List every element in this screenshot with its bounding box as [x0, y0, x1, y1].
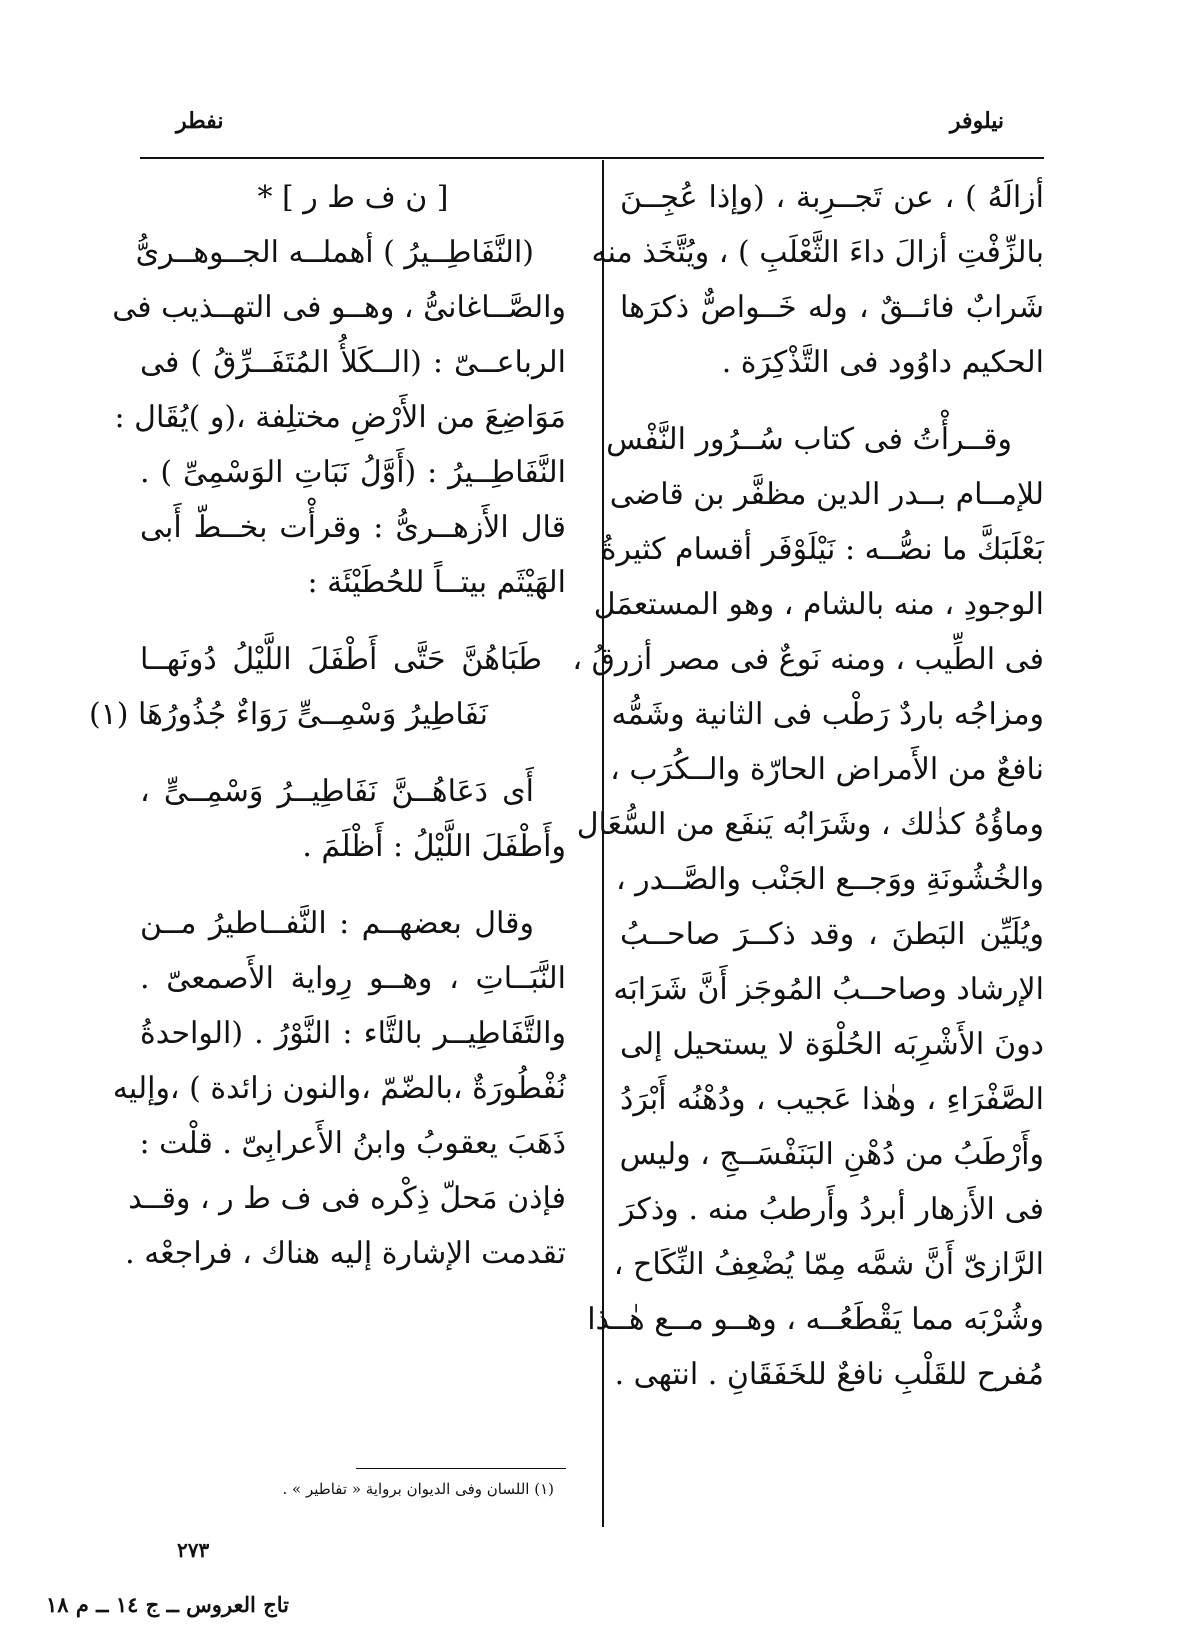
text-line: أَى دَعَاهُــنَّ نَفَاطِيــرُ وَسْمِــىٍّ ، [140, 774, 534, 809]
text-line: فإذن مَحلّ ذِكْره فى ف ط ر ، وقــد [128, 1181, 566, 1216]
text-line: وقــرأْتُ فى كتاب سُــرُور النَّفْس [606, 422, 1012, 457]
text-line: الصَّفْرَاءِ ، وهٰذا عَجيب ، ودُهْنُه أَبْرَدُ [620, 1082, 1044, 1117]
text-line: والخُشُونَةِ ووَجــع الجَنْب والصَّــدر ، [615, 862, 1044, 897]
text-line: الإرشاد وصاحــبُ المُوجَز أَنَّ شَرَابَه [613, 972, 1044, 1007]
text-line: دونَ الأَشْرِبَه الحُلْوَة لا يستحيل إلى [620, 1027, 1044, 1062]
text-line: شَرابٌ فائــقٌ ، وله خَــواصٌّ ذكرَها [620, 290, 1044, 325]
text-line: (النَّفَاطِــيرُ ) أهملــه الجــوهــرىُّ [135, 235, 534, 270]
colophon: تاج العروس ــ ج ١٤ ــ م ١٨ [46, 1592, 290, 1617]
text-line: الهَيْثَم بيتــاً للحُطَيْئَة : [307, 565, 566, 600]
verse-line: طَبَاهُنَّ حَتَّى أَطْفَلَ اللَّيْلُ دُونَهــا [140, 642, 542, 677]
footnote: (١) اللسان وفى الديوان برواية « تفاطير » . [282, 1480, 554, 1498]
text-line: وماؤُهُ كذٰلك ، وشَرَابُه يَنفَع من السُّعَال [576, 807, 1044, 842]
text-line: نُفْطُورَةٌ ،بالضّمّ ،والنون زائدة ) ،وإليه [112, 1071, 566, 1106]
text-line: ومزاجُه باردٌ رَطْب فى الثانية وشَمُّه [611, 697, 1044, 732]
header-rule [140, 157, 1044, 159]
text-line: وأَطْفَلَ اللَّيْلُ : أَظْلَمَ . [302, 829, 566, 864]
running-header-left: نفطر [176, 108, 224, 134]
text-line: مَوَاضِعَ من الأَرْضِ مختلِفة ،(و )يُقَال : [114, 400, 566, 435]
text-line: تقدمت الإشارة إليه هناك ، فراجعْه . [125, 1236, 566, 1271]
text-line: وقال بعضهــم : النَّفــاطيرُ مــن [140, 906, 534, 941]
text-line: نافعٌ من الأَمراض الحارّة والــكُرَب ، [610, 752, 1044, 787]
text-line: للإمــام بــدر الدين مظفَّر بن قاضى [609, 477, 1044, 512]
text-line: بالزِّفْتِ أزالَ داءَ الثَّعْلَبِ ) ، ويُتَّخَذ منه [591, 235, 1044, 270]
running-header-right: نيلوفر [949, 108, 1004, 134]
text-line: ويُلَيِّن البَطنَ ، وقد ذكــرَ صاحــبُ [620, 917, 1044, 952]
entry-heading: [ ن ف ط ر ] * [257, 180, 449, 215]
text-line: الرَّازىّ أَنَّ شمَّه مِمّا يُضْعِفُ النِّكَاح ، [613, 1247, 1044, 1282]
text-line: الحكيم داوُود فى التَّذْكِرَة . [721, 345, 1044, 380]
text-line: الوجودِ ، منه بالشام ، وهو المستعمَل [593, 587, 1044, 622]
text-line: فى الطِّيب ، ومنه نَوعٌ فى مصر أزرقُ ، [572, 642, 1044, 677]
text-line: قال الأَزهــرىُّ : وقرأْت بخــطّ أَبى [140, 510, 566, 545]
text-line: أزالَهُ ) ، عن تَجــرِبة ، (وإذا عُجِــنَ [620, 180, 1044, 215]
text-line: الرباعــىّ : (الــكَلأُ المُتَفَــرِّقُ ) فى [140, 345, 566, 380]
text-line: النَّبَــاتِ ، وهــو رِواية الأَصمعىّ . [140, 961, 566, 996]
right-column [572, 170, 1044, 1402]
text-line: النَّفَاطِــيرُ : (أَوَّلُ نَبَاتِ الوَسْمِىِّ ) . [140, 455, 566, 490]
text-line: والصَّــاغانىُّ ، وهــو فى التهــذيب فى [112, 290, 566, 325]
text-line: مُفرح للقَلْبِ نافعٌ للخَفَقَانِ . انتهى . [614, 1357, 1044, 1392]
left-column [88, 170, 566, 1281]
footnote-rule [356, 1468, 566, 1469]
text-line: وشُرْبَه مما يَقْطَعُــه ، وهــو مــع هٰــذا [587, 1302, 1044, 1337]
page-number: ٢٧٣ [177, 1538, 210, 1562]
verse-line: نَفَاطِيرُ وَسْمِــىٍّ رَوَاءٌ جُذُورُهَا (١) [88, 697, 488, 732]
text-line: والتَّفَاطِيــر بالتَّاء : النَّوْرُ . (الواحدةُ [140, 1016, 566, 1051]
text-line: ذَهَبَ يعقوبُ وابنُ الأَعرابِىّ . قلْت : [139, 1126, 566, 1161]
text-line: فى الأَزهار أبردُ وأَرطبُ منه . وذكرَ [620, 1192, 1044, 1227]
text-line: بَعْلَبَكَّ ما نصُّــه : نَيْلَوْفَر أقسام كثيرةُ [600, 532, 1044, 567]
text-line: وأَرْطَبُ من دُهْنِ البَنَفْسَــجِ ، وليس [619, 1137, 1044, 1172]
